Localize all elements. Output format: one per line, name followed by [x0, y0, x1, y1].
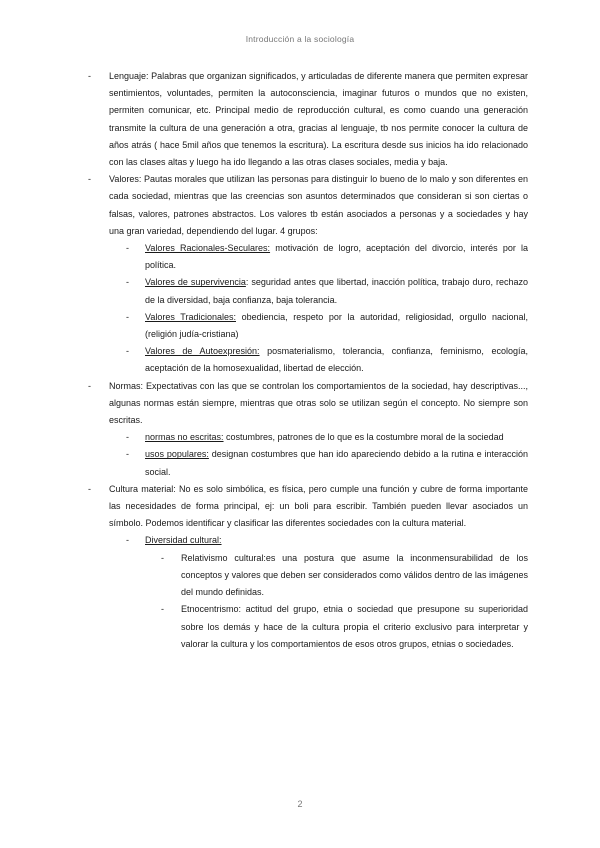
- term-text: designan costumbres que han ido apareciendo debido a la rutina e interacción social.: [145, 449, 528, 477]
- term-label: Valores:: [109, 174, 142, 185]
- term-label: Cultura material:: [109, 483, 176, 494]
- list-item-diversidad-cultural: [88, 532, 528, 549]
- list-item-valores-racionales: [88, 240, 528, 274]
- term-text: Expectativas con las que se controlan los comportamientos de la sociedad, hay descriptivas..., algunas normas están siempre, mientras que otras solo se utilizan según el concepto. No siempre son escritas.: [109, 380, 528, 426]
- bullet-dash: -: [161, 604, 164, 615]
- term-text: posmaterialismo, tolerancia, confianza, feminismo, ecología, aceptación de la homosexualidad, libertad de elección.: [145, 346, 528, 374]
- bullet-dash: -: [161, 552, 164, 563]
- list-item-normas-no-escritas: [88, 429, 528, 446]
- bullet-dash: -: [88, 174, 91, 185]
- term-text: costumbres, patrones de lo que es la costumbre moral de la sociedad: [223, 432, 504, 443]
- term-text: No es solo simbólica, es física, pero cumple una función y cubre de forma importante las necesidades de forma principal, ej: un boli para escribir. También pueden llevar asociados un símbolo. Podemos identificar y clasificar las diferentes sociedades con la cultura material.: [109, 483, 528, 529]
- bullet-dash: -: [126, 432, 129, 443]
- term-label: Etnocentrismo:: [181, 604, 242, 615]
- term-text: Palabras que organizan significados, y articuladas de diferente manera que permiten expresar sentimientos, voluntades, permiten la autoconsciencia, imaginar futuros o mundos que no existen, permiten comunicar, etc. Principal medio de reproducción cultural, es como cuando una generación transmite la cultura de una generación a otra, gracias al lenguaje, tb nos permite conocer la cultura de años atrás ( hace 5mil años que tenemos la escritura). La escritura desde sus inicios ha ido relacionado con las clases altas y luego ha ido llegando a las otras clases sociales, media y baja.: [109, 71, 528, 168]
- list-item-normas: [88, 378, 528, 430]
- bullet-dash: -: [126, 449, 129, 460]
- bullet-dash: -: [126, 243, 129, 254]
- bullet-dash: -: [126, 277, 129, 288]
- bullet-dash: -: [88, 483, 91, 494]
- term-text: es una postura que asume la inconmensurabilidad de los conceptos y valores que deben ser considerados como válidos dentro de las imágenes del mundo definidas.: [181, 552, 528, 598]
- term-label: Valores Racionales-Seculares:: [145, 243, 271, 254]
- term-label: Diversidad cultural:: [145, 535, 222, 546]
- term-label: Valores de Autoexpresión:: [145, 346, 260, 357]
- bullet-dash: -: [126, 311, 129, 322]
- term-text: motivación de logro, aceptación del divorcio, interés por la política.: [145, 243, 528, 271]
- list-item-lenguaje: [88, 68, 528, 171]
- bullet-dash: -: [126, 535, 129, 546]
- list-item-etnocentrismo: [88, 601, 528, 653]
- term-label: normas no escritas:: [145, 432, 224, 443]
- term-label: Relativismo cultural:: [181, 552, 266, 563]
- running-header: Introducción a la sociología: [245, 34, 355, 44]
- list-item-relativismo-cultural: [88, 550, 528, 602]
- term-text: obediencia, respeto por la autoridad, religiosidad, orgullo nacional, (religión judía-cristiana): [145, 311, 528, 340]
- term-label: Normas:: [109, 380, 144, 391]
- bullet-dash: -: [126, 346, 129, 357]
- list-item-cultura-material: [88, 481, 528, 533]
- document-body: [88, 68, 528, 653]
- list-item-valores: [88, 171, 528, 240]
- list-item-valores-autoexpresion: [88, 343, 528, 377]
- term-text: actitud del grupo, etnia o sociedad que presupone su superioridad sobre los demás y hace de la cultura propia el criterio exclusivo para interpretar y valorar la cultura y los comportamientos de esos otros grupos, etnias o sociedades.: [181, 604, 528, 649]
- bullet-dash: -: [88, 71, 91, 81]
- bullet-dash: -: [88, 380, 91, 391]
- term-label: Valores de supervivencia: [145, 277, 246, 288]
- term-label: Lenguaje:: [109, 71, 149, 81]
- term-text: Pautas morales que utilizan las personas para distinguir lo bueno de lo malo y son diferentes en cada sociedad, mientras que las creencias son asuntos determinados que consideran si son ciertas o falsas, valores, patrones abstractos. Los valores tb están asociados a personas y a sociedades y hay una gran variedad, dependiendo del lugar. 4 grupos:: [109, 174, 528, 236]
- term-label: Valores Tradicionales:: [145, 311, 236, 322]
- list-item-usos-populares: [88, 446, 528, 480]
- term-label: usos populares:: [145, 449, 209, 460]
- list-item-valores-supervivencia: [88, 274, 528, 308]
- list-item-valores-tradicionales: [88, 309, 528, 343]
- term-text: : seguridad antes que libertad, inacción política, trabajo duro, rechazo de la diversidad, baja confianza, baja tolerancia.: [145, 277, 528, 305]
- page-number: 2: [297, 799, 303, 809]
